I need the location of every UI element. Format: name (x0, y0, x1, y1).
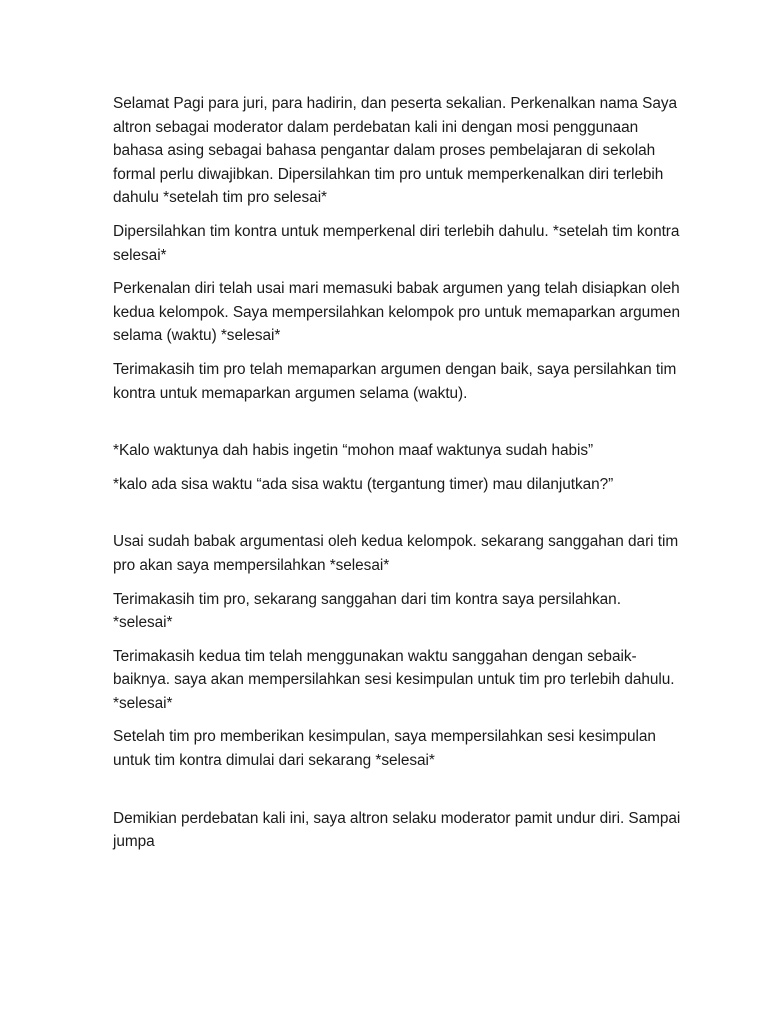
paragraph-kontra-intro: Dipersilahkan tim kontra untuk memperkenal diri terlebih dahulu. *setelah tim kontra selesai* (113, 222, 680, 264)
paragraph-kontra-conclusion: Setelah tim pro memberikan kesimpulan, saya mempersilahkan sesi kesimpulan untuk tim kontra dimulai dari sekarang *selesai* (113, 728, 656, 770)
blank-line (113, 506, 683, 530)
paragraph-pro-conclusion: Terimakasih kedua tim telah menggunakan waktu sanggahan dengan sebaik-baiknya. saya akan mempersilahkan sesi kesimpulan untuk tim pro terlebih dahulu. *selesai* (113, 647, 675, 712)
document-body (113, 92, 683, 864)
paragraph-pro-argument: Perkenalan diri telah usai mari memasuki babak argumen yang telah disiapkan oleh kedua kelompok. Saya mempersilahkan kelompok pro untuk memaparkan argumen selama (waktu) *selesai* (113, 280, 680, 345)
note-time-left: *kalo ada sisa waktu “ada sisa waktu (tergantung timer) mau dilanjutkan?” (113, 475, 614, 493)
blank-line (113, 783, 683, 807)
note-time-up: *Kalo waktunya dah habis ingetin “mohon maaf waktunya sudah habis” (113, 442, 594, 460)
paragraph-opening: Selamat Pagi para juri, para hadirin, dan peserta sekalian. Perkenalkan nama Saya altron sebagai moderator dalam perdebatan kali ini dengan mosi penggunaan bahasa asing sebagai bahasa pengantar dalam proses pembelajaran di sekolah formal perlu diwajibkan. Dipersilahkan tim pro untuk memperkenalkan diri terlebih dahulu *setelah tim pro selesai* (113, 95, 678, 207)
paragraph-kontra-rebuttal: Terimakasih tim pro, sekarang sanggahan dari tim kontra saya persilahkan. *selesai* (113, 590, 621, 632)
blank-line (113, 415, 683, 439)
paragraph-kontra-argument: Terimakasih tim pro telah memaparkan argumen dengan baik, saya persilahkan tim kontra untuk memaparkan argumen selama (waktu). (113, 360, 677, 402)
paragraph-closing: Demikian perdebatan kali ini, saya altron selaku moderator pamit undur diri. Sampai jumpa (113, 809, 681, 851)
paragraph-pro-rebuttal: Usai sudah babak argumentasi oleh kedua kelompok. sekarang sanggahan dari tim pro akan saya mempersilahkan *selesai* (113, 533, 679, 574)
